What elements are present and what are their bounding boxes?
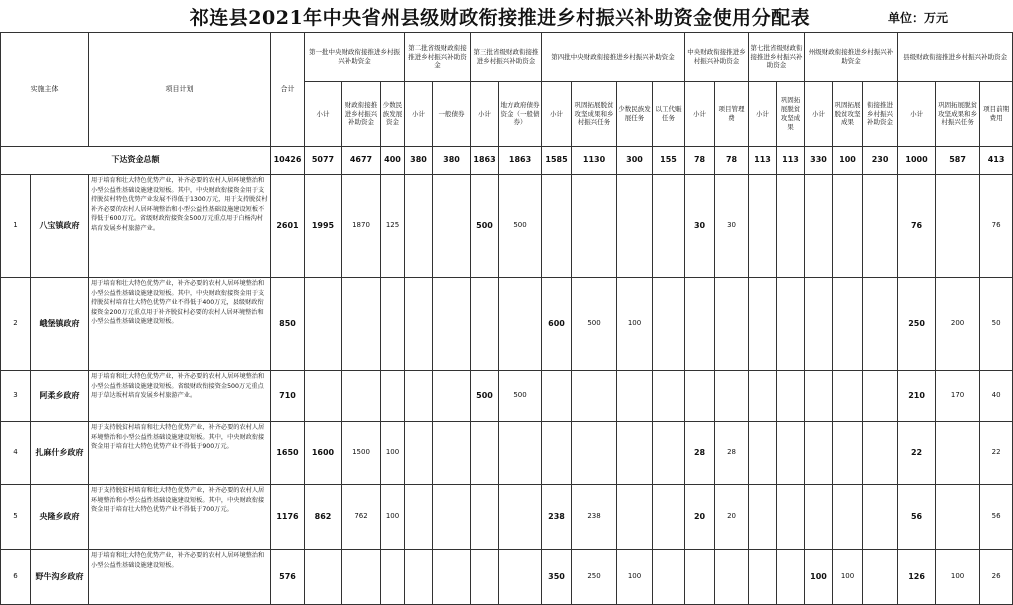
- subheader-g8-prep-fee: 项目前期费用: [980, 82, 1013, 147]
- header-row-groups: [1, 33, 1013, 82]
- row-value: 1650: [271, 422, 305, 485]
- row-value: [542, 371, 572, 422]
- row-value: [805, 485, 833, 550]
- row-value: [653, 485, 685, 550]
- row-value: 500: [572, 278, 617, 371]
- row-value: [617, 422, 653, 485]
- row-value: [715, 550, 749, 605]
- row-value: [433, 175, 471, 278]
- row-value: [805, 175, 833, 278]
- row-index: 4: [1, 422, 31, 485]
- row-plan: 用于支持脱贫村培育和壮大特色优势产业，补齐必要的农村人居环境整治和小型公益性基础设施建设短板。其中，中央财政衔接资金用于培育壮大特色优势产业不得低于700万元。: [89, 485, 271, 550]
- row-value: [805, 371, 833, 422]
- row-value: [433, 371, 471, 422]
- row-value: [542, 175, 572, 278]
- total-value: 1863: [499, 147, 542, 175]
- header-group-1: 第一批中央财政衔接推进乡村振兴补助资金: [305, 33, 405, 82]
- row-plan: 用于培育和壮大特色优势产业，补齐必要的农村人居环境整治和小型公益性基础设施建设短板。: [89, 550, 271, 605]
- row-value: 2601: [271, 175, 305, 278]
- allocation-table: [0, 32, 1013, 605]
- header-group-7: 州级财政衔接推进乡村振兴补助资金: [805, 33, 898, 82]
- row-value: [653, 278, 685, 371]
- row-value: [749, 422, 777, 485]
- row-value: [777, 422, 805, 485]
- row-value: 710: [271, 371, 305, 422]
- page-title: 祁连县2021年中央省州县级财政衔接推进乡村振兴补助资金使用分配表: [189, 7, 811, 29]
- table-row: [1, 485, 1013, 550]
- row-value: [833, 371, 863, 422]
- row-value: [936, 175, 980, 278]
- row-value: [499, 422, 542, 485]
- subheader-g7-fund: 衔接推进乡村振兴补助资金: [863, 82, 898, 147]
- row-plan: 用于培育和壮大特色优势产业，补齐必要的农村人居环境整治和小型公益性基础设施建设短板。其中，中央财政衔接资金用于支持脱贫村特色优势产业发展不得低于1300万元，用于支持脱贫村补齐必要的农村人居环境整治和小型公益性基础设施建设短板不得低于600万元。省级财政衔接资金500万元重点用于白杨沟村培育发展乡村旅游产业。: [89, 175, 271, 278]
- row-entity: 八宝镇政府: [31, 175, 89, 278]
- row-value: [572, 175, 617, 278]
- row-value: [305, 278, 342, 371]
- total-value: 1000: [898, 147, 936, 175]
- row-value: [863, 175, 898, 278]
- row-value: [342, 550, 381, 605]
- row-value: [749, 175, 777, 278]
- total-value: 330: [805, 147, 833, 175]
- subheader-subtotal: 小计: [805, 82, 833, 147]
- subheader-subtotal: 小计: [405, 82, 433, 147]
- row-value: [685, 278, 715, 371]
- subheader-subtotal: 小计: [685, 82, 715, 147]
- row-value: 500: [499, 175, 542, 278]
- subheader-subtotal: 小计: [471, 82, 499, 147]
- row-value: 100: [617, 278, 653, 371]
- row-value: 125: [381, 175, 405, 278]
- row-value: [342, 371, 381, 422]
- subheader-g7-consolidate: 巩固拓展脱贫攻坚成果: [833, 82, 863, 147]
- header-group-5: 中央财政衔接推进乡村振兴补助资金: [685, 33, 749, 82]
- subheader-g4-consolidate: 巩固拓展脱贫攻坚成果和乡村振兴任务: [572, 82, 617, 147]
- row-value: [833, 422, 863, 485]
- subheader-g6-consolidate: 巩固拓展脱贫攻坚成果: [777, 82, 805, 147]
- header-total: 合计: [271, 33, 305, 147]
- row-value: 500: [471, 371, 499, 422]
- row-value: [405, 278, 433, 371]
- subheader-g4-minority: 少数民族发展任务: [617, 82, 653, 147]
- total-value: 1863: [471, 147, 499, 175]
- total-value: 155: [653, 147, 685, 175]
- header-group-3: 第三批省级财政衔接推进乡村振兴补助资金: [471, 33, 542, 82]
- row-value: 862: [305, 485, 342, 550]
- row-value: [381, 278, 405, 371]
- row-value: [749, 550, 777, 605]
- row-value: [499, 278, 542, 371]
- row-value: 76: [898, 175, 936, 278]
- row-value: [777, 550, 805, 605]
- row-value: [405, 371, 433, 422]
- table-row: [1, 175, 1013, 278]
- total-value: 5077: [305, 147, 342, 175]
- row-value: [936, 485, 980, 550]
- subheader-g3-bond: 地方政府债券资金（一般债券）: [499, 82, 542, 147]
- subheader-g8-consolidate: 巩固拓展脱贫攻坚成果和乡村振兴任务: [936, 82, 980, 147]
- row-entity: 阿柔乡政府: [31, 371, 89, 422]
- row-value: 28: [715, 422, 749, 485]
- total-value: 1130: [572, 147, 617, 175]
- row-value: 76: [980, 175, 1013, 278]
- total-value: 380: [433, 147, 471, 175]
- row-index: 1: [1, 175, 31, 278]
- row-value: 170: [936, 371, 980, 422]
- table-row: [1, 278, 1013, 371]
- row-value: [749, 371, 777, 422]
- row-value: [542, 422, 572, 485]
- row-value: [749, 485, 777, 550]
- row-value: [685, 550, 715, 605]
- row-value: 1995: [305, 175, 342, 278]
- row-value: [572, 422, 617, 485]
- row-value: [499, 485, 542, 550]
- row-value: [381, 371, 405, 422]
- row-value: [405, 175, 433, 278]
- row-value: 20: [685, 485, 715, 550]
- row-value: [863, 278, 898, 371]
- row-value: 56: [898, 485, 936, 550]
- row-value: [777, 175, 805, 278]
- total-value: 300: [617, 147, 653, 175]
- table-row: [1, 371, 1013, 422]
- subheader-g1-minority: 少数民族发展资金: [381, 82, 405, 147]
- row-value: [749, 278, 777, 371]
- row-value: 40: [980, 371, 1013, 422]
- row-value: [777, 278, 805, 371]
- row-value: 500: [471, 175, 499, 278]
- total-value: 10426: [271, 147, 305, 175]
- row-value: [617, 175, 653, 278]
- row-index: 2: [1, 278, 31, 371]
- row-value: [499, 550, 542, 605]
- row-value: 100: [805, 550, 833, 605]
- row-value: 22: [898, 422, 936, 485]
- row-value: [433, 485, 471, 550]
- row-value: [653, 550, 685, 605]
- subheader-g5-mgmt-fee: 项目管理费: [715, 82, 749, 147]
- table-row: [1, 422, 1013, 485]
- row-value: 30: [715, 175, 749, 278]
- row-entity: 峨堡镇政府: [31, 278, 89, 371]
- row-value: [653, 422, 685, 485]
- row-value: 100: [381, 485, 405, 550]
- unit-label: 单位：万元: [887, 11, 948, 25]
- row-value: [863, 550, 898, 605]
- header-entity: 实施主体: [1, 33, 89, 147]
- row-value: [305, 550, 342, 605]
- row-index: 3: [1, 371, 31, 422]
- total-value: 78: [685, 147, 715, 175]
- subheader-subtotal: 小计: [749, 82, 777, 147]
- row-value: 100: [833, 550, 863, 605]
- row-value: [805, 422, 833, 485]
- row-value: [936, 422, 980, 485]
- row-value: 26: [980, 550, 1013, 605]
- row-value: [833, 175, 863, 278]
- total-value: 113: [777, 147, 805, 175]
- row-plan: 用于培育和壮大特色优势产业，补齐必要的农村人居环境整治和小型公益性基础设施建设短板。其中，中央财政衔接资金用于支持脱贫村培育壮大特色优势产业不得低于400万元，县级财政衔接资金200万元重点用于补齐脱贫村必要的农村人居环境整治和小型公益性基础设施建设短板。: [89, 278, 271, 371]
- subheader-subtotal: 小计: [542, 82, 572, 147]
- row-value: 500: [499, 371, 542, 422]
- row-value: [471, 422, 499, 485]
- row-plan: 用于培育和壮大特色优势产业，补齐必要的农村人居环境整治和小型公益性基础设施建设短板。省级财政衔接资金500万元重点用于草达坂村培育发展乡村旅游产业。: [89, 371, 271, 422]
- row-value: 1870: [342, 175, 381, 278]
- row-value: 100: [617, 550, 653, 605]
- row-entity: 野牛沟乡政府: [31, 550, 89, 605]
- row-value: 576: [271, 550, 305, 605]
- row-value: [433, 550, 471, 605]
- title-bar: [0, 0, 1000, 32]
- row-value: [305, 371, 342, 422]
- total-value: 100: [833, 147, 863, 175]
- header-group-8: 县级财政衔接推进乡村振兴补助资金: [898, 33, 1013, 82]
- row-value: 238: [542, 485, 572, 550]
- row-index: 6: [1, 550, 31, 605]
- row-value: 20: [715, 485, 749, 550]
- total-value: 587: [936, 147, 980, 175]
- row-value: [863, 371, 898, 422]
- total-value: 78: [715, 147, 749, 175]
- row-value: [863, 422, 898, 485]
- row-value: [342, 278, 381, 371]
- row-value: [471, 550, 499, 605]
- row-value: 200: [936, 278, 980, 371]
- row-value: 210: [898, 371, 936, 422]
- total-value: 230: [863, 147, 898, 175]
- row-value: 1176: [271, 485, 305, 550]
- row-value: 1600: [305, 422, 342, 485]
- subheader-g4-workrelief: 以工代赈任务: [653, 82, 685, 147]
- row-value: 100: [936, 550, 980, 605]
- row-value: [433, 278, 471, 371]
- table-row: [1, 550, 1013, 605]
- row-value: 250: [898, 278, 936, 371]
- row-value: [381, 550, 405, 605]
- row-index: 5: [1, 485, 31, 550]
- row-plan: 用于支持脱贫村培育和壮大特色优势产业，补齐必要的农村人居环境整治和小型公益性基础设施建设短板。其中，中央财政衔接资金用于培育壮大特色优势产业不得低于900万元。: [89, 422, 271, 485]
- total-value: 380: [405, 147, 433, 175]
- row-entity: 央隆乡政府: [31, 485, 89, 550]
- row-value: [471, 278, 499, 371]
- row-value: [653, 371, 685, 422]
- row-value: [405, 485, 433, 550]
- row-entity: 扎麻什乡政府: [31, 422, 89, 485]
- row-value: [685, 371, 715, 422]
- row-value: [833, 278, 863, 371]
- row-value: [777, 371, 805, 422]
- total-value: 1585: [542, 147, 572, 175]
- total-row: [1, 147, 1013, 175]
- row-value: [863, 485, 898, 550]
- row-value: 250: [572, 550, 617, 605]
- header-plan: 项目计划: [89, 33, 271, 147]
- subheader-g2-bond: 一般债券: [433, 82, 471, 147]
- row-value: 350: [542, 550, 572, 605]
- total-label: 下达资金总额: [1, 147, 271, 175]
- total-value: 413: [980, 147, 1013, 175]
- row-value: 50: [980, 278, 1013, 371]
- row-value: [433, 422, 471, 485]
- row-value: 30: [685, 175, 715, 278]
- row-value: [471, 485, 499, 550]
- row-value: [617, 485, 653, 550]
- row-value: 850: [271, 278, 305, 371]
- total-value: 113: [749, 147, 777, 175]
- row-value: [777, 485, 805, 550]
- row-value: 238: [572, 485, 617, 550]
- header-group-6: 第七批省级财政衔接推进乡村振兴补助资金: [749, 33, 805, 82]
- row-value: 22: [980, 422, 1013, 485]
- row-value: [653, 175, 685, 278]
- header-group-2: 第二批省级财政衔接推进乡村振兴补助资金: [405, 33, 471, 82]
- subheader-subtotal: 小计: [305, 82, 342, 147]
- header-group-4: 第四批中央财政衔接推进乡村振兴补助资金: [542, 33, 685, 82]
- row-value: 600: [542, 278, 572, 371]
- row-value: [715, 278, 749, 371]
- subheader-g1-fund: 财政衔接推进乡村振兴补助资金: [342, 82, 381, 147]
- row-value: [715, 371, 749, 422]
- row-value: 28: [685, 422, 715, 485]
- row-value: [833, 485, 863, 550]
- row-value: 126: [898, 550, 936, 605]
- subheader-subtotal: 小计: [898, 82, 936, 147]
- row-value: 100: [381, 422, 405, 485]
- row-value: [405, 422, 433, 485]
- total-value: 400: [381, 147, 405, 175]
- row-value: 762: [342, 485, 381, 550]
- row-value: [805, 278, 833, 371]
- row-value: 1500: [342, 422, 381, 485]
- row-value: [405, 550, 433, 605]
- row-value: [572, 371, 617, 422]
- total-value: 4677: [342, 147, 381, 175]
- row-value: 56: [980, 485, 1013, 550]
- row-value: [617, 371, 653, 422]
